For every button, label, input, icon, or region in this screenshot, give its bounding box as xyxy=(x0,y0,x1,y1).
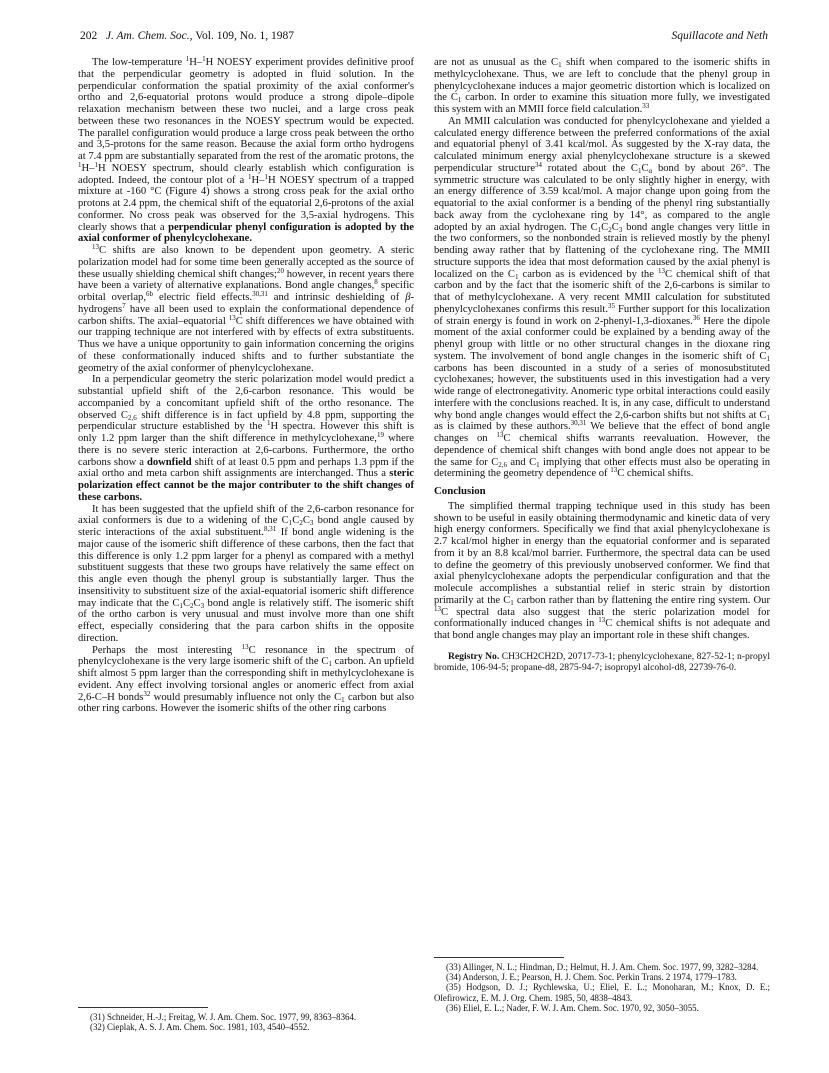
paragraph: The simplified thermal trapping technique used in this study has been shown to be useful in easily obtaining thermodynamic and kinetic data of very high energy conformers. Specifically we find that axial phenylcyclohexane is 2.7 kcal/mol higher in energy than the equatorial conformer and is separated from it by an 8.8 kcal/mol barrier. Furthermore, the spectral data can be used to define the geometry of this previously unobserved conformer. We find that axial phenylcyclohexane adopts the perpendicular configuration and that the molecule accomplishes a substantial relief in steric strain by distortion primarily at the $C_1$ carbon rather than by flattening the entire ring system. Our $^{13}$C spectral data also suggest that the steric polarization model for conformationally induced changes in $^{13}$C chemical shifts is not adequate and that bond angle changes may play an important role in these shift changes. xyxy=(434,500,771,641)
reference-item: (34) Anderson, J. E.; Pearson, H. J. Chem. Soc. Perkin Trans. 2 1974, 1779–1783. xyxy=(446,972,737,983)
journal-name: J. Am. Chem. Soc., xyxy=(105,30,193,42)
paragraph: The low-temperature $^1$H–$^1$H NOESY experiment provides definitive proof that the perpendicular geometry is adopted in fluid solution. In the perpendicular conformation the spatial proximity of the axial conformer's ortho and 2,6-equatorial protons would produce a strong dipole–dipole relaxation mechanism between these two nuclei, and a large cross peak between these two resonances in the NOESY spectrum would be expected. The parallel configuration would produce a large cross peak between the ortho and 3,5-protons for the same reason. Because the axial form ortho hydrogens at 7.4 ppm are substantially separated from the rest of the aromatic protons, the $^1$H–$^1$H NOESY spectrum, should clearly establish which configuration is adopted. Indeed, the contour plot of a $^1$H–$^1$H NOESY spectrum of a trapped mixture at -160 °C (Figure 4) shows a strong cross peak for the axial ortho protons at 2.4 ppm, the chemical shift of the equatorial 2,6-protons of the axial conformer. No cross peak was observed for the 3,5-axial hydrogens. This clearly shows that a perpendicular phenyl configuration is adopted by the axial conformer of phenylcyclohexane. xyxy=(78,55,414,245)
reference-item: (31) Schneider, H.-J.; Freitag, W. J. Am. Chem. Soc. 1977, 99, 8363–8364. xyxy=(90,1012,357,1022)
paragraph: It has been suggested that the upfield shift of the 2,6-carbon resonance for axial conformers is due to a widening of the $C_1C_2C_3$ bond angle caused by steric interactions of the axial substituent.$^{8,31}$ If bond angle widening is the major cause of the isomeric shift difference of these carbons, then the fact that this difference is only 1.2 ppm larger for a phenyl as compared with a methyl substituent suggests that these two groups have relatively the same effect on this angle even though the phenyl group is substantially larger. Thus the insensitivity to substituent size of the axial-equatorial isomeric shift difference may indicate that the $C_1C_2C_3$ bond angle is relatively stiff. The isomeric shift of the ortho carbon is very unusual and must involve more than one shift effect, especially considering that the para carbon shifts in the opposite direction. xyxy=(78,503,414,644)
running-header xyxy=(80,30,768,46)
left-column xyxy=(78,57,414,715)
footnote-divider xyxy=(434,957,564,958)
paragraph: Perhaps the most interesting $^{13}$C resonance in the spectrum of phenylcyclohexane is the very large isomeric shift of the $C_1$ carbon. An upfield shift almost 5 ppm larger than the corresponding shift in methylcyclohexane is evident. Any effect involving torsional angles or anomeric effect from axial 2,6-C–H bonds$^{32}$ would presumably influence not only the $C_1$ carbon but also other ring carbons. However the isomeric shifts of the other ring carbons xyxy=(78,642,414,715)
footnotes-right xyxy=(434,962,770,1013)
paragraph: An MMII calculation was conducted for phenylcyclohexane and yielded a calculated energy difference between the preferred conformations of the axial and equatorial phenyl of 3.41 kcal/mol. As suggested by the X-ray data, the calculated minimum energy axial phenylcyclohexane structure is a skewed perpendicular structure$^{34}$ rotated about the $C_1C_\alpha$ bond by about 26°. The symmetric structure was calculated to be only slightly higher in energy, with an energy difference of 3.59 kcal/mol. A major change upon going from the equatorial to the axial conformer is a bending of the phenyl ring substantially back away from the cyclohexane ring by 14°, as compared to the angle adopted by an axial hydrogen. The $C_1C_2C_3$ bond angle changes very little in the two conformers, so the nonbonded strain is relieved mostly by the phenyl bending away rather that by flattening of the cyclohexane ring. The MMII structure supports the idea that most deformation caused by the axial phenyl is localized on the $C_1$ carbon as is evidenced by the $^{13}$C chemical shift of that carbon and by the fact that the isomeric shift of the 2,6-carbons is similar to that of methylcyclohexane. A very recent MMII calculation for substituted phenylcyclohexanes confirms this result.$^{35}$ Further support for this localization of strain energy is found in work on 2-phenyl-1,3-dioxanes.$^{36}$ Here the dipole moment of the axial conformer could be explained by a bending away of the phenyl group with little or no other structural changes in the dioxane ring system. The involvement of bond angle changes in the isomeric shift of $C_1$ carbons has been discounted in a study of a series of monosubstituted cyclohexanes; however, the substituents used in this investigation had a very wide range of electronegativity. Anomeric type orbital interactions could easily interfere with the conclusions reached. It is, in any case, difficult to understand why bond angle changes would effect the 2,6-carbon shifts but not shifts at $C_1$ as is claimed by these authors.$^{30,31}$ We believe that the effect of bond angle changes on $^{13}$C chemical shifts warrants reevaluation. However, the dependence of chemical shift changes with bond angle does not appear to be the same for $C_{2,6}$ and $C_1$ implying that other effects must also be operating in determining the geometry dependence of $^{13}$C chemical shifts. xyxy=(434,115,771,480)
right-column xyxy=(434,57,770,673)
reference-item: (33) Allinger, N. L.; Hindman, D.; Helmut, H. J. Am. Chem. Soc. 1977, 99, 3282–3284. xyxy=(446,962,759,972)
paragraph: are not as unusual as the $C_1$ shift when compared to the isomeric shifts in methylcyclohexane. Thus, we are left to conclude that the phenyl group in phenylcyclohexane induces a major geometric distortion which is localized on the $C_1$ carbon. In order to examine this situation more fully, we investigated this system with an MMII force field calculation.$^{33}$ xyxy=(434,57,770,115)
reference-item: (32) Cieplak, A. S. J. Am. Chem. Soc. 1981, 103, 4540–4552. xyxy=(90,1022,310,1033)
footnote-divider xyxy=(78,1007,208,1008)
volume-issue: Vol. 109, No. 1, 1987 xyxy=(195,30,295,42)
page-number: 202 xyxy=(80,30,98,42)
header-left xyxy=(80,30,294,42)
reference-item: (36) Eliel, E. L.; Nader, F. W. J. Am. Chem. Soc. 1970, 92, 3050–3055. xyxy=(446,1002,699,1013)
reference-item: (35) Hodgson, D. J.; Rychlewska, U.; Eliel, E. L.; Monoharan, M.; Knox, D. E.; Olefirowicz, E. M. J. Org. Chem. 1985, 50, 4838–4843. xyxy=(434,982,770,1003)
header-authors: Squillacote and Neth xyxy=(671,30,768,42)
footnotes-left xyxy=(78,1012,414,1032)
section-heading: Conclusion xyxy=(434,485,486,497)
registry-numbers: Registry No. CH3CH2CH2D, 20717-73-1; phenylcyclohexane, 827-52-1; n-propyl bromide, 106-94-5; propane-d8, 2875-94-7; isopropyl alcohol-d8, 22739-76-0. xyxy=(434,650,771,673)
bold-conclusion: perpendicular phenyl configuration is adopted by the axial conformer of phenylcyclohexane. xyxy=(78,221,414,245)
paragraph: In a perpendicular geometry the steric polarization model would predict a substantial upfield shift of the 2,6-carbon resonance. This would be accompanied by a concomitant upfield shift of the ortho resonance. The observed $C_{2,6}$ shift difference is in fact upfield by 4.8 ppm, supporting the perpendicular structure established by the $^1$H spectra. However this shift is only 1.2 ppm larger than the shift difference in methylcyclohexane,$^{19}$ where there is no severe steric interaction at 2,6-carbons. Furthermore, the ortho carbons show a downfield shift of at least 0.5 ppm and perhaps 1.3 ppm if the axial ortho and meta carbon shift assignments are interchanged. Thus a steric polarization effect cannot be the major contributer to the shift changes of these carbons. xyxy=(78,374,415,503)
paragraph: $^{13}$C shifts are also known to be dependent upon geometry. A steric polarization model had for some time been generally accepted as the source of these usually shielding chemical shift changes;$^{20}$ however, in recent years there have been a variety of alternative explanations. Bond angle changes,$^8$ specific orbital overlap,$^{6b}$ electric field effects.$^{30,31}$ and intrinsic deshielding of β-hydrogens$^7$ have all been used to explain the conformational dependence of carbon shifts. The axial–equatorial $^{13}$C shift differences we have obtained with our trapping technique are not interfered with by effects of extra substituents. Thus we have a unique opportunity to gain information concerning the origins of these conformationally induced shifts and to further substantiate the geometry of the axial conformer of phenylcyclohexane. xyxy=(78,243,415,374)
